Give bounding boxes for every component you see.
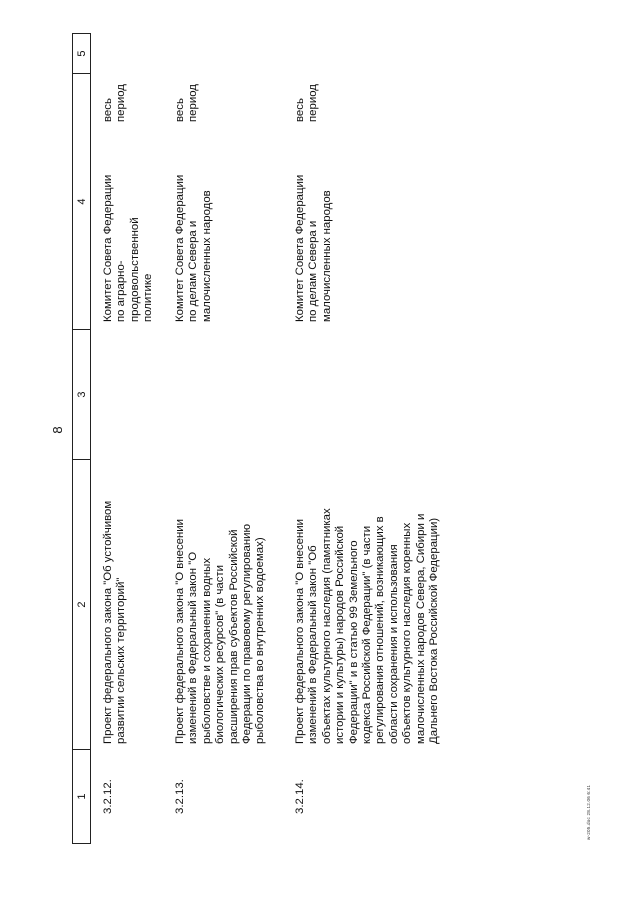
execution-period: весь период xyxy=(294,84,320,122)
file-footer-stamp: w-205.doc 28.12.06 6:41 xyxy=(586,784,591,840)
project-title: Проект федерального закона "О внесении изменений в Федеральный закон "Об объектах культурного наследия (памятниках истории и культуры) народов Российской Федерации" и в статью 99 Земельного кодекса Российской Федерации" (в части регулирования отношений, возникающих в области сохранения и использования объектов культурного наследия коренных малочисленных народов Севера, Сибири и Дальнего Востока Российской Федерации) xyxy=(294,508,441,744)
responsible-committee: Комитет Совета Федерации по делам Севера и малочисленных народов xyxy=(294,174,333,322)
row-number: 3.2.13. xyxy=(174,779,186,814)
page-number: 8 xyxy=(50,426,65,434)
execution-period: весь период xyxy=(102,84,128,122)
column-header-2: 2 xyxy=(72,459,91,749)
rotated-document-page xyxy=(40,10,600,850)
responsible-committee: Комитет Совета Федерации по аграрно- продовольственной политике xyxy=(102,174,155,322)
responsible-committee: Комитет Совета Федерации по делам Севера и малочисленных народов xyxy=(174,174,213,322)
project-title: Проект федерального закона "О внесении изменений в Федеральный закон "О рыболовстве и сохранении водных биологических ресурсов" (в части расширения прав субъектов Российской Федерации по правовому регулированию рыболовства во внутренних водоемах) xyxy=(174,519,267,744)
column-header-5: 5 xyxy=(72,33,91,73)
column-header-4: 4 xyxy=(72,73,91,329)
column-header-3: 3 xyxy=(72,329,91,459)
column-header-1: 1 xyxy=(72,749,91,844)
execution-period: весь период xyxy=(174,84,200,122)
project-title: Проект федерального закона "Об устойчивом развитии сельских территорий" xyxy=(102,500,128,744)
row-number: 3.2.12. xyxy=(102,779,114,814)
row-number: 3.2.14. xyxy=(294,779,306,814)
